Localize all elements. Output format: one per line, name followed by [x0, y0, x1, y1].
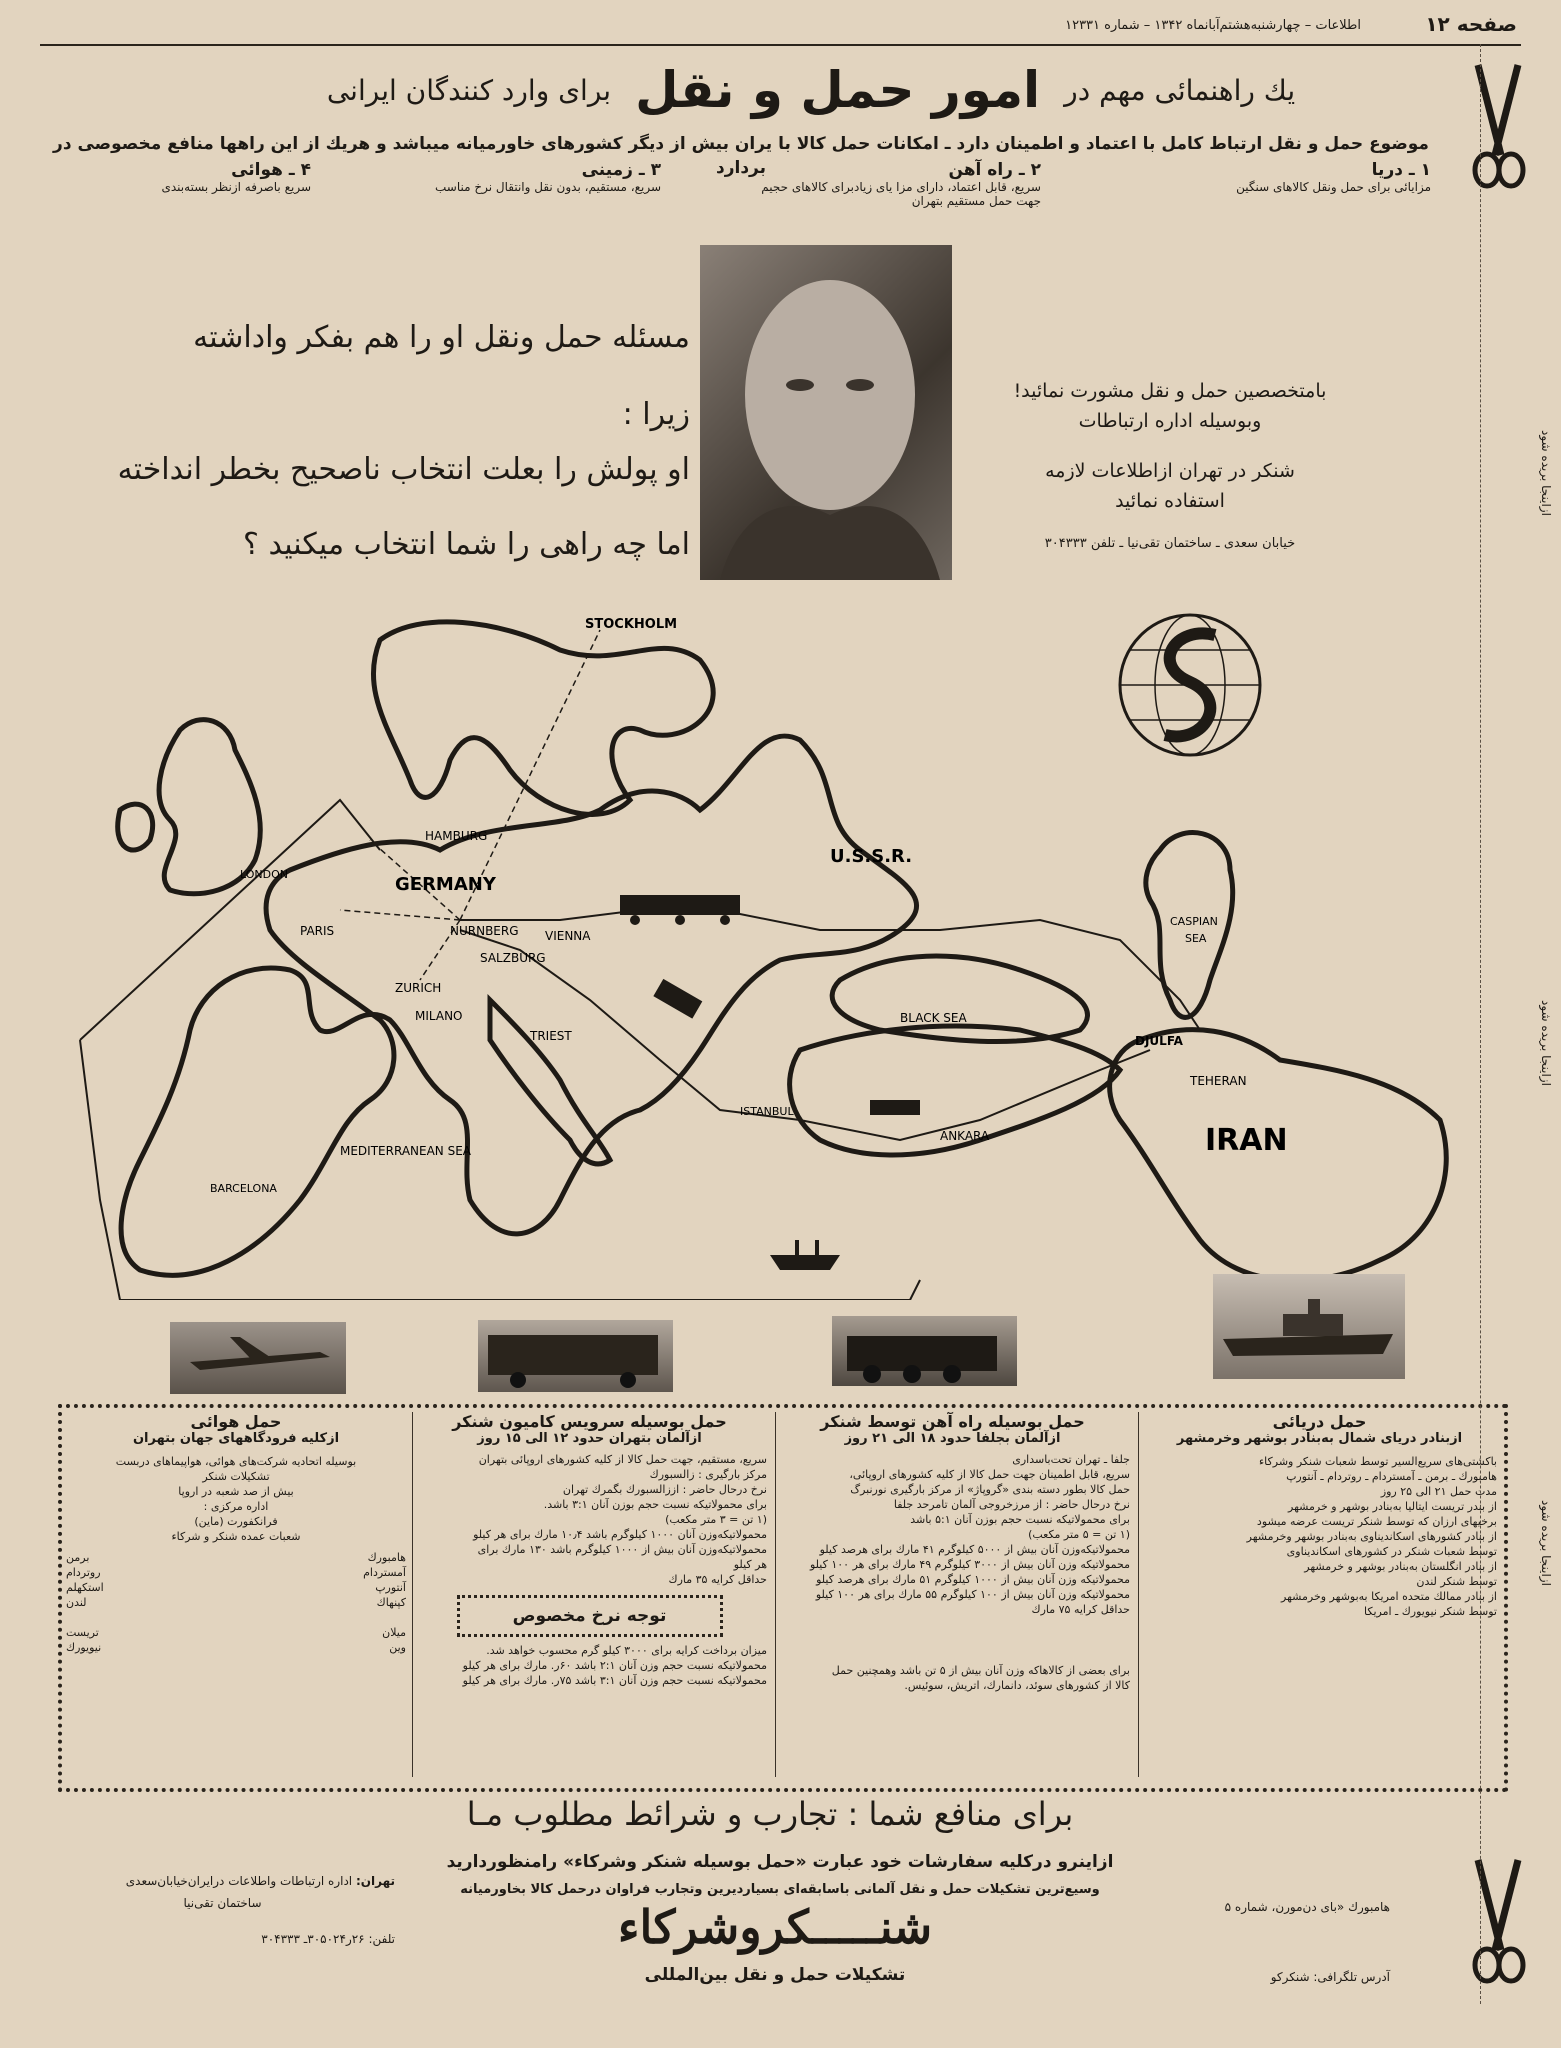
- headline-pre: يك راهنمائی مهم در: [1064, 73, 1296, 107]
- left-copy: [50, 320, 690, 562]
- air-branch: هامبورك: [367, 1551, 406, 1564]
- air-branches-left: [66, 1550, 186, 1655]
- hamburg-address: هامبورك «بای دن‌مورن، شماره ۵: [1224, 1900, 1390, 1914]
- mode-rail: [751, 160, 1041, 230]
- truck-line: سریع، مستقیم، جهت حمل کالا از کلیه کشورهای اروپائی بتهران: [478, 1453, 767, 1466]
- air-branch: آنتورپ: [375, 1581, 406, 1594]
- air-branch: تریست: [66, 1626, 99, 1639]
- right-copy: [990, 380, 1350, 551]
- mode-rail-title: ۲ ـ راه آهن: [948, 160, 1041, 180]
- truck-subtitle: ازآلمان بتهران حدود ۱۲ الی ۱۵ روز: [477, 1431, 702, 1446]
- route-map: [40, 600, 1470, 1300]
- side-cut-text-2: ازاینجا بریده شود: [1539, 1000, 1553, 1086]
- sea-line: برخیهای ارزان که توسط شنکر تریست عرضه میشود: [1256, 1515, 1497, 1528]
- truck-line: مرکز بارگیری : زالسبورك: [649, 1468, 767, 1481]
- scissors-icon: [1463, 60, 1533, 190]
- left-copy-line2: زیرا :: [622, 397, 690, 432]
- telegraph-address: آدرس تلگرافی: شنکرکو: [1270, 1970, 1390, 1984]
- air-branch: میلان: [382, 1626, 406, 1639]
- air-branch: آمستردام: [363, 1566, 406, 1579]
- truck-title: حمل بوسیله سرویس کامیون شنکر: [452, 1412, 727, 1431]
- truck-line: برای محمولاتیکه نسبت حجم بوزن آنان ۳:۱ باشد.: [543, 1498, 767, 1511]
- company-tagline: تشکیلات حمل و نقل بین‌المللی: [644, 1965, 906, 1985]
- sea-title: حمل دریائی: [1272, 1412, 1367, 1431]
- truck-line: (۱ تن = ۳ متر مکعب): [665, 1513, 767, 1526]
- air-branch: لندن: [66, 1596, 87, 1609]
- sea-line: توسط شعبات شنکر در کشورهای اسکاندیناوی: [1286, 1545, 1497, 1558]
- air-branch: نیویورك: [66, 1641, 102, 1654]
- air-branch: وین: [389, 1641, 406, 1654]
- air-branch: برمن: [66, 1551, 90, 1564]
- truck-bottom: [412, 1643, 767, 1688]
- air-branch: [286, 1610, 406, 1625]
- right-border: [1480, 44, 1481, 2004]
- rail-line: محمولاتیکه وزن آنان بیش از ۳۰۰۰ کیلوگرم ۴۹ مارك برای هر ۱۰۰ کیلو: [809, 1558, 1130, 1571]
- sea-line: توسط شنکر لندن: [1416, 1575, 1497, 1588]
- label-barcelona: BARCELONA: [210, 1182, 277, 1195]
- portrait-photo: [700, 245, 952, 580]
- mode-air-title: ۴ ـ هوائی: [231, 160, 311, 180]
- left-copy-line4: اما چه راهی را شما انتخاب میکنید ؟: [243, 527, 690, 562]
- air-branch: [66, 1610, 186, 1625]
- headline-main: امور حمل و نقل: [635, 61, 1041, 119]
- truck-line: نرخ درحال حاضر : اززالسبورك بگمرك تهران: [562, 1483, 767, 1496]
- benefit-line: برای منافع شما : تجارب و شرائط مطلوب مـا: [466, 1795, 1074, 1833]
- truck-line: محمولاتیکه‌وزن آنان بیش از ۱۰۰۰ کیلوگرم باشد ۱۳۰ مارك برای: [477, 1543, 767, 1556]
- label-istanbul: ISTANBUL: [740, 1105, 794, 1118]
- sea-lines: [1142, 1454, 1497, 1619]
- label-mediterranean: MEDITERRANEAN SEA: [340, 1144, 471, 1158]
- sea-route-2: [80, 800, 380, 1040]
- air-line: بوسیله اتحادیه شرکت‌های هوائی، هواپیماهای دربست: [115, 1455, 357, 1468]
- mode-land-desc: سریع، مستقیم، بدون نقل وانتقال نرخ مناسب: [435, 180, 661, 194]
- scissors-icon-bottom: [1463, 1855, 1533, 1985]
- right-copy-line1: بامتخصصین حمل و نقل مشورت نمائید!: [1013, 380, 1327, 402]
- company-logo: شنـــــکروشرکاء: [617, 1900, 933, 1954]
- rail-line: برای محمولاتیکه نسبت حجم بوزن آنان ۵:۱ باشد: [910, 1513, 1130, 1526]
- right-copy-line4: استفاده نمائید: [1115, 490, 1225, 512]
- truck-bottom-line: محمولاتیکه نسبت حجم وزن آنان ۳:۱ باشد ۷۵ر. مارك برای هر کیلو: [462, 1674, 767, 1687]
- air-line: شعبات عمده شنکر و شرکاء: [171, 1530, 301, 1543]
- tehran-address: [50, 1870, 395, 1950]
- label-paris: PARIS: [300, 924, 335, 938]
- page-number: صفحه ۱۲: [1425, 12, 1517, 36]
- left-copy-line1: مسئله حمل ونقل او را هم بفکر واداشته: [193, 320, 690, 355]
- truck-line: حداقل کرایه ۳۵ مارك: [668, 1573, 767, 1586]
- label-stockholm: STOCKHOLM: [585, 617, 678, 632]
- desc-line: وسیع‌ترین تشکیلات حمل و نقل آلمانی باسابقه‌ای بسیاردیرین وتجارب فراوان درحمل کالا بخاورمیانه: [460, 1882, 1100, 1897]
- car-icon: [870, 1100, 920, 1115]
- air-branches-right: [286, 1550, 406, 1655]
- label-teheran: TEHERAN: [1190, 1074, 1247, 1088]
- rail-line: محمولاتیکه‌وزن آنان بیش از ۵۰۰۰ کیلوگرم ۴۱ مارك برای هرصد کیلو: [819, 1543, 1130, 1556]
- tehran-addr: اداره ارتباطات واطلاعات درایران‌خیابان‌سعدی: [125, 1874, 353, 1888]
- mode-sea-title: ۱ ـ دریا: [1371, 160, 1431, 180]
- rail-line: حمل کالا بطور دسته بندی «گروپاژ» از مرکز بارگیری نورنبرگ: [850, 1483, 1130, 1496]
- column-truck: [412, 1412, 776, 1777]
- right-copy-address: خیابان سعدی ـ ساختمان تقی‌نیا ـ تلفن ۳۰۴۳۳۳: [1044, 536, 1296, 551]
- truck-line: محمولاتیکه‌وزن آنان ۱۰۰۰ کیلوگرم باشد ۱۰٫۴ مارك برای هر کیلو: [473, 1528, 767, 1541]
- left-copy-line3: او پولش را بعلت انتخاب ناصحیح بخطر انداخته: [117, 452, 690, 487]
- mode-air: [51, 160, 311, 230]
- sea-subtitle: ازبنادر دریای شمال به‌بنادر بوشهر وخرمشهر: [1176, 1431, 1463, 1446]
- tehran-label: تهران:: [355, 1874, 395, 1888]
- headline: [211, 55, 1411, 125]
- locomotive-photo: [832, 1316, 1017, 1386]
- special-rate-badge: توجه نرخ مخصوص: [457, 1595, 723, 1637]
- air-branch: کپنهاك: [376, 1596, 406, 1609]
- column-air: [66, 1412, 413, 1777]
- truck-icon: [653, 979, 702, 1019]
- label-djulfa: DJULFA: [1135, 1034, 1183, 1048]
- map-black-sea: [832, 956, 1087, 1041]
- map-italy: [490, 1000, 610, 1164]
- side-cut-text-1: ازاینجا بریده شود: [1539, 430, 1553, 516]
- masthead-info: اطلاعات – چهارشنبه‌هشتم‌آبانماه ۱۳۴۲ – شماره ۱۲۳۳۱: [1065, 18, 1361, 33]
- rail-line: محمولاتیکه وزن آنان بیش از ۱۰۰۰ کیلوگرم ۵۱ مارك برای هرصد کیلو: [816, 1573, 1130, 1586]
- air-title: حمل هوائی: [190, 1412, 282, 1431]
- sea-line: از بنادر کشورهای اسکاندیناوی به‌بنادر بوشهر وخرمشهر: [1246, 1530, 1497, 1543]
- label-hamburg: HAMBURG: [425, 829, 488, 843]
- right-copy-line3: شنکر در تهران ازاطلاعات لازمه: [1045, 460, 1295, 482]
- sea-line: باکشتی‌های سریع‌السیر توسط شعبات شنکر وشرکاء: [1259, 1455, 1497, 1468]
- label-caspian: CASPIAN: [1170, 915, 1218, 928]
- headline-post: برای وارد کنندگان ایرانی: [326, 73, 612, 107]
- column-sea: [1142, 1412, 1497, 1777]
- air-line: تشکیلات شنکر: [202, 1470, 270, 1483]
- rail-line: جلفا ـ تهران تحت‌باسداری: [1012, 1453, 1130, 1466]
- mode-sea-desc: مزایائی برای حمل ونقل کالاهای سنگین: [1236, 180, 1431, 194]
- rail-lines: [775, 1452, 1130, 1617]
- label-ankara: ANKARA: [940, 1129, 990, 1143]
- label-caspian-sea: SEA: [1185, 932, 1207, 945]
- air-branch: استکهلم: [66, 1581, 104, 1594]
- truck-bottom-line: میزان برداخت کرایه برای ۳۰۰۰ کیلو گرم محسوب خواهد شد.: [486, 1644, 767, 1657]
- train-icon: [620, 895, 740, 925]
- label-germany: GERMANY: [395, 874, 496, 895]
- intro-text: موضوع حمل و نقل ارتباط کامل با اعتماد و اطمینان دارد ـ امکانات حمل کالا با یران بیش از دیگر کشورهای خاورمیانه میباشد و هریك از این راهها منافع مخصوصی در بردارد: [53, 134, 1429, 178]
- rail-line: (۱ تن = ۵ متر مکعب): [1028, 1528, 1130, 1541]
- request-line: ازاینرو درکلیه سفارشات خود عبارت «حمل بوسیله شنکر وشرکاء» رامنظورداريد: [446, 1852, 1114, 1872]
- rail-line: محمولاتیکه وزن آنان بیش از ۱۰۰ کیلوگرم ۵۵ مارك برای هر ۱۰۰ کیلو: [815, 1588, 1130, 1601]
- sea-line: توسط شنکر نیویورك ـ امریکا: [1364, 1605, 1497, 1618]
- air-subtitle: ازکلیه فرودگاههای جهان بتهران: [132, 1431, 340, 1446]
- rail-bottom-line: کالا از کشورهای سوئد، دانمارك، اتریش، سوئیس.: [904, 1679, 1130, 1692]
- sea-line: از بندر تریست ایتالیا به‌بنادر بوشهر و خرمشهر: [1288, 1500, 1497, 1513]
- plane-photo: [170, 1322, 346, 1394]
- tehran-tel: تلفن: ۲۶ر۳۰۵۰۲۴ـ ۳۰۴۳۳۳: [261, 1932, 395, 1946]
- label-vienna: VIENNA: [545, 929, 591, 943]
- mode-rail-desc: سریع، قابل اعتماد، دارای مزا یای زیادبرای کالاهای حجیم جهت حمل مستقیم بتهران: [761, 180, 1041, 208]
- label-salzburg: SALZBURG: [480, 951, 546, 965]
- label-nurnberg: NURNBERG: [450, 924, 519, 938]
- right-copy-line2: وبوسیله اداره ارتباطات: [1078, 410, 1262, 432]
- air-lines: [66, 1454, 406, 1544]
- rail-subtitle: ازآلمان بجلفا حدود ۱۸ الی ۲۱ روز: [844, 1431, 1061, 1446]
- ship-icon: [770, 1240, 840, 1270]
- truck-line: هر کیلو: [733, 1558, 767, 1571]
- label-london: LONDON: [240, 868, 288, 881]
- truck-photo: [478, 1320, 673, 1392]
- mode-land: [401, 160, 661, 230]
- rail-line: حداقل کرایه ۷۵ مارك: [1031, 1603, 1130, 1616]
- label-iran: IRAN: [1205, 1123, 1288, 1158]
- label-triest: TRIEST: [530, 1029, 572, 1043]
- air-line: فرانکفورت (ماین): [194, 1515, 278, 1528]
- mode-air-desc: سریع باصرفه ازنظر بسته‌بندی: [161, 180, 311, 194]
- mode-land-title: ۳ ـ زمینی: [581, 160, 661, 180]
- rail-line: سریع، قابل اطمینان جهت حمل کالا از کلیه کشورهای اروپائی،: [849, 1468, 1130, 1481]
- label-zurich: ZURICH: [395, 981, 442, 995]
- map-scandinavia: [373, 622, 713, 815]
- tehran-bldg: ساختمان تقی‌نیا: [183, 1896, 262, 1910]
- rail-title: حمل بوسیله راه آهن توسط شنکر: [820, 1412, 1085, 1431]
- air-line: بیش از صد شعبه در اروپا: [178, 1485, 294, 1498]
- sea-line: از بنادر انگلستان به‌بنادر بوشهر و خرمشهر: [1304, 1560, 1497, 1573]
- truck-bottom-line: محمولاتیکه نسبت حجم وزن آنان ۲:۱ باشد ۶۰ر. مارك برای هر کیلو: [462, 1659, 767, 1672]
- air-line: اداره مرکزی :: [203, 1500, 269, 1513]
- modes-row: [51, 160, 1431, 230]
- label-milano: MILANO: [415, 1009, 463, 1023]
- rail-bottom-line: برای بعضی از کالاهاکه وزن آنان بیش از ۵ تن باشد وهمچنین حمل: [831, 1664, 1130, 1677]
- side-cut-text-3: ازاینجا بریده شود: [1539, 1500, 1553, 1586]
- label-black-sea: BLACK SEA: [900, 1011, 967, 1025]
- mode-sea: [1131, 160, 1431, 230]
- sea-line: مدت حمل ۲۱ الی ۲۵ روز: [1380, 1485, 1497, 1498]
- sea-line: از بنادر ممالك متحده امریکا به‌بوشهر وخرمشهر: [1281, 1590, 1497, 1603]
- column-rail: [775, 1412, 1139, 1777]
- ship-photo: [1213, 1274, 1405, 1379]
- masthead-rule: [40, 44, 1521, 46]
- label-ussr: U.S.S.R.: [830, 846, 913, 867]
- sea-line: هامبورك ـ برمن ـ آمستردام ـ روتردام ـ آنتورپ: [1286, 1470, 1497, 1483]
- rail-line: نرخ درحال حاضر : از مرزخروجی آلمان تامرحد جلفا: [893, 1498, 1130, 1511]
- rail-bottom: [775, 1663, 1130, 1693]
- air-branch: روتردام: [66, 1566, 101, 1579]
- truck-lines: [412, 1452, 767, 1587]
